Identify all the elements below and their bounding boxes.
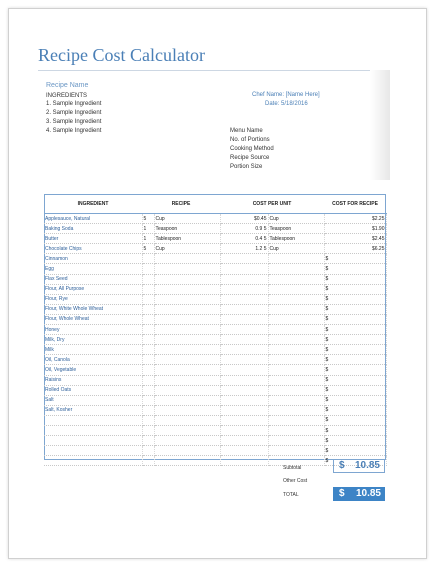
recipe-unit-cell[interactable] (154, 355, 220, 365)
cost-per-unit-cell[interactable] (220, 314, 268, 324)
recipe-unit-cell[interactable]: Teaspoon (154, 224, 220, 234)
recipe-unit-cell[interactable] (154, 415, 220, 425)
recipe-unit-cell[interactable] (154, 335, 220, 345)
table-row (44, 436, 386, 446)
ingredient-cell[interactable]: Egg (44, 264, 142, 274)
ingredient-cell[interactable]: Raisins (44, 375, 142, 385)
ingredient-cell[interactable]: Milk, Dry (44, 335, 142, 345)
ingredient-list-item[interactable]: 1. Sample Ingredient (46, 101, 102, 107)
cost-for-recipe-cell[interactable]: $2.45 (324, 234, 386, 244)
recipe-unit-cell[interactable] (154, 325, 220, 335)
recipe-unit-cell[interactable]: Cup (154, 214, 220, 224)
header-shade (370, 70, 390, 180)
cost-unit-cell[interactable] (268, 425, 324, 435)
recipe-unit-cell[interactable] (154, 365, 220, 375)
cost-for-recipe-cell[interactable]: $2.25 (324, 214, 386, 224)
cost-per-unit-cell[interactable] (220, 284, 268, 294)
cost-per-unit-cell[interactable] (220, 385, 268, 395)
cost-unit-cell[interactable] (268, 274, 324, 284)
total-amount: 10.85 (355, 488, 381, 499)
ingredient-cell[interactable] (44, 456, 142, 466)
cost-per-unit-cell[interactable] (220, 456, 268, 466)
table-row (44, 314, 386, 324)
recipe-unit-cell[interactable] (154, 274, 220, 284)
table-row (44, 335, 386, 345)
recipe-qty-cell[interactable] (142, 425, 154, 435)
cost-per-unit-cell[interactable] (220, 405, 268, 415)
portion-size-label[interactable]: Portion Size (230, 164, 263, 170)
col-header-cost-for-recipe: COST FOR RECIPE (324, 195, 386, 214)
cost-table (44, 194, 387, 466)
cost-unit-cell[interactable]: Cup (268, 214, 324, 224)
subtotal-amount: 10.85 (354, 460, 380, 471)
cost-per-unit-cell[interactable] (220, 294, 268, 304)
ingredient-cell[interactable]: Flax Seed (44, 274, 142, 284)
cost-for-recipe-cell[interactable]: $ (324, 385, 386, 395)
recipe-unit-cell[interactable]: Tablespoon (154, 234, 220, 244)
table-row (44, 345, 386, 355)
recipe-qty-cell[interactable] (142, 294, 154, 304)
table-row (44, 355, 386, 365)
cost-for-recipe-cell[interactable]: $ (324, 294, 386, 304)
menu-info (230, 127, 274, 172)
cost-unit-cell[interactable] (268, 415, 324, 425)
total-label: TOTAL (283, 492, 299, 498)
cost-unit-cell[interactable] (268, 375, 324, 385)
cost-for-recipe-cell[interactable]: $ (324, 254, 386, 264)
subtotal-currency: $ (339, 460, 345, 471)
cost-for-recipe-cell[interactable]: $ (324, 436, 386, 446)
table-row (44, 385, 386, 395)
recipe-unit-cell[interactable] (154, 284, 220, 294)
ingredient-cell[interactable]: Oil, Vegetable (44, 365, 142, 375)
cost-for-recipe-cell[interactable]: $ (324, 304, 386, 314)
cost-for-recipe-cell[interactable]: $ (324, 446, 386, 456)
cost-unit-cell[interactable] (268, 254, 324, 264)
cost-per-unit-cell[interactable] (220, 274, 268, 284)
recipe-unit-cell[interactable] (154, 446, 220, 456)
cost-per-unit-cell[interactable] (220, 335, 268, 345)
ingredient-list-item[interactable]: 3. Sample Ingredient (46, 119, 102, 125)
ingredient-cell[interactable]: Salt, Kosher (44, 405, 142, 415)
cost-for-recipe-cell[interactable]: $ (324, 314, 386, 324)
recipe-qty-cell[interactable] (142, 415, 154, 425)
cost-for-recipe-cell[interactable]: $ (324, 425, 386, 435)
cost-for-recipe-cell[interactable]: $ (324, 375, 386, 385)
other-cost-label: Other Cost (283, 478, 308, 484)
recipe-source-label[interactable]: Recipe Source (230, 155, 270, 161)
cost-for-recipe-cell[interactable]: $ (324, 415, 386, 425)
cost-unit-cell[interactable] (268, 314, 324, 324)
ingredient-list-item[interactable]: 4. Sample Ingredient (46, 128, 102, 134)
recipe-unit-cell[interactable] (154, 456, 220, 466)
cost-unit-cell[interactable] (268, 294, 324, 304)
cost-per-unit-cell[interactable]: $0.45 (220, 214, 268, 224)
table-row (44, 375, 386, 385)
recipe-unit-cell[interactable] (154, 425, 220, 435)
recipe-qty-cell[interactable] (142, 456, 154, 466)
portions-label[interactable]: No. of Portions (230, 137, 270, 143)
cost-per-unit-cell[interactable] (220, 415, 268, 425)
cost-unit-cell[interactable] (268, 365, 324, 375)
table-row (44, 214, 386, 224)
cost-unit-cell[interactable] (268, 325, 324, 335)
recipe-qty-cell[interactable] (142, 365, 154, 375)
table-row (44, 244, 386, 254)
recipe-unit-cell[interactable] (154, 264, 220, 274)
cost-unit-cell[interactable] (268, 385, 324, 395)
recipe-qty-cell[interactable] (142, 264, 154, 274)
ingredient-cell[interactable]: Flour, Whole Wheat (44, 314, 142, 324)
table-row (44, 234, 386, 244)
recipe-unit-cell[interactable] (154, 405, 220, 415)
cost-per-unit-cell[interactable] (220, 425, 268, 435)
cost-per-unit-cell[interactable] (220, 365, 268, 375)
cost-unit-cell[interactable] (268, 446, 324, 456)
recipe-unit-cell[interactable] (154, 395, 220, 405)
recipe-qty-cell[interactable] (142, 385, 154, 395)
table-row (44, 294, 386, 304)
recipe-unit-cell[interactable] (154, 304, 220, 314)
cost-per-unit-cell[interactable] (220, 355, 268, 365)
cost-per-unit-cell[interactable]: 1.2 5 (220, 244, 268, 254)
cost-unit-cell[interactable] (268, 304, 324, 314)
cost-per-unit-cell[interactable] (220, 436, 268, 446)
ingredient-cell[interactable] (44, 446, 142, 456)
recipe-unit-cell[interactable] (154, 345, 220, 355)
ingredient-cell[interactable] (44, 436, 142, 446)
cost-for-recipe-cell[interactable]: $ (324, 456, 386, 466)
recipe-unit-cell[interactable] (154, 254, 220, 264)
table-row (44, 254, 386, 264)
subtotal-value (333, 459, 385, 473)
cost-per-unit-cell[interactable]: 0.4 5 (220, 234, 268, 244)
ingredient-cell[interactable]: Flour, Rye (44, 294, 142, 304)
cost-for-recipe-cell[interactable]: $ (324, 365, 386, 375)
ingredient-cell[interactable]: Baking Soda (44, 224, 142, 234)
cost-per-unit-cell[interactable] (220, 375, 268, 385)
table-row (44, 415, 386, 425)
table-row (44, 325, 386, 335)
cost-for-recipe-cell[interactable]: $ (324, 345, 386, 355)
table-row (44, 264, 386, 274)
recipe-qty-cell[interactable] (142, 395, 154, 405)
ingredient-cell[interactable] (44, 415, 142, 425)
ingredient-list-item[interactable]: 2. Sample Ingredient (46, 110, 102, 116)
recipe-unit-cell[interactable] (154, 375, 220, 385)
recipe-qty-cell[interactable] (142, 284, 154, 294)
total-currency: $ (339, 488, 345, 499)
recipe-unit-cell[interactable] (154, 294, 220, 304)
ingredient-cell[interactable]: Oil, Canola (44, 355, 142, 365)
cost-for-recipe-cell[interactable]: $ (324, 355, 386, 365)
recipe-qty-cell[interactable] (142, 345, 154, 355)
cost-per-unit-cell[interactable]: 0.9 5 (220, 224, 268, 234)
recipe-unit-cell[interactable]: Cup (154, 244, 220, 254)
recipe-qty-cell[interactable]: 1 (142, 224, 154, 234)
recipe-unit-cell[interactable] (154, 436, 220, 446)
recipe-qty-cell[interactable]: 5 (142, 244, 154, 254)
recipe-qty-cell[interactable]: 1 (142, 234, 154, 244)
cost-unit-cell[interactable] (268, 335, 324, 345)
cost-for-recipe-cell[interactable]: $ (324, 274, 386, 284)
cost-unit-cell[interactable] (268, 436, 324, 446)
total-value (333, 487, 385, 501)
cost-for-recipe-cell[interactable]: $ (324, 405, 386, 415)
table-row (44, 395, 386, 405)
table-row (44, 274, 386, 284)
cost-per-unit-cell[interactable] (220, 446, 268, 456)
recipe-name-label[interactable]: Recipe Name (46, 82, 89, 89)
ingredient-cell[interactable]: Salt (44, 395, 142, 405)
cost-per-unit-cell[interactable] (220, 264, 268, 274)
cost-for-recipe-cell[interactable]: $6.25 (324, 244, 386, 254)
ingredient-list (46, 100, 101, 136)
ingredient-cell[interactable]: Flour, White Whole Wheat (44, 304, 142, 314)
table-header-row (44, 195, 386, 214)
recipe-qty-cell[interactable] (142, 254, 154, 264)
cost-per-unit-cell[interactable] (220, 254, 268, 264)
recipe-qty-cell[interactable] (142, 355, 154, 365)
cost-unit-cell[interactable] (268, 284, 324, 294)
table-row (44, 304, 386, 314)
col-header-ingredient: INGREDIENT (44, 195, 142, 214)
recipe-qty-cell[interactable] (142, 446, 154, 456)
cost-unit-cell[interactable] (268, 405, 324, 415)
cost-for-recipe-cell[interactable]: $ (324, 264, 386, 274)
col-header-recipe: RECIPE (142, 195, 220, 214)
cost-unit-cell[interactable] (268, 345, 324, 355)
recipe-qty-cell[interactable] (142, 304, 154, 314)
cost-unit-cell[interactable]: Tablespoon (268, 234, 324, 244)
cost-per-unit-cell[interactable] (220, 325, 268, 335)
cost-for-recipe-cell[interactable]: $1.90 (324, 224, 386, 234)
col-header-cost-per-unit: COST PER UNIT (220, 195, 324, 214)
ingredient-cell[interactable]: Honey (44, 325, 142, 335)
recipe-qty-cell[interactable] (142, 274, 154, 284)
recipe-qty-cell[interactable] (142, 436, 154, 446)
recipe-qty-cell[interactable] (142, 335, 154, 345)
recipe-qty-cell[interactable] (142, 405, 154, 415)
cost-per-unit-cell[interactable] (220, 304, 268, 314)
recipe-qty-cell[interactable] (142, 375, 154, 385)
table-row (44, 365, 386, 375)
date-field[interactable]: Date: 5/18/2016 (265, 101, 308, 107)
table-row (44, 425, 386, 435)
subtotal-label: Subtotal (283, 465, 302, 471)
chef-name-field[interactable]: Chef Name: [Name Here] (252, 92, 320, 98)
recipe-qty-cell[interactable] (142, 325, 154, 335)
page-title: Recipe Cost Calculator (38, 45, 205, 65)
cost-for-recipe-cell[interactable]: $ (324, 335, 386, 345)
cost-per-unit-cell[interactable] (220, 395, 268, 405)
ingredient-cell[interactable]: Rolled Oats (44, 385, 142, 395)
ingredient-cell[interactable]: Cinnamon (44, 254, 142, 264)
ingredient-cell[interactable]: Flour, All Purpose (44, 284, 142, 294)
table-row (44, 224, 386, 234)
recipe-unit-cell[interactable] (154, 314, 220, 324)
menu-name-label[interactable]: Menu Name (230, 128, 263, 134)
ingredient-cell[interactable]: Chocolate Chips (44, 244, 142, 254)
table-row (44, 446, 386, 456)
recipe-unit-cell[interactable] (154, 385, 220, 395)
ingredient-cell[interactable]: Applesauce, Natural (44, 214, 142, 224)
cost-unit-cell[interactable] (268, 355, 324, 365)
cost-unit-cell[interactable] (268, 395, 324, 405)
cost-for-recipe-cell[interactable]: $ (324, 395, 386, 405)
cost-unit-cell[interactable] (268, 264, 324, 274)
recipe-qty-cell[interactable]: 5 (142, 214, 154, 224)
cooking-method-label[interactable]: Cooking Method (230, 146, 274, 152)
cost-for-recipe-cell[interactable]: $ (324, 284, 386, 294)
cost-per-unit-cell[interactable] (220, 345, 268, 355)
recipe-qty-cell[interactable] (142, 314, 154, 324)
table-row (44, 284, 386, 294)
cost-for-recipe-cell[interactable]: $ (324, 325, 386, 335)
ingredients-label: INGREDIENTS (46, 93, 88, 99)
ingredient-cell[interactable] (44, 425, 142, 435)
table-row (44, 405, 386, 415)
cost-unit-cell[interactable]: Cup (268, 244, 324, 254)
ingredient-cell[interactable]: Milk (44, 345, 142, 355)
cost-unit-cell[interactable]: Teaspoon (268, 224, 324, 234)
ingredient-cell[interactable]: Butter (44, 234, 142, 244)
